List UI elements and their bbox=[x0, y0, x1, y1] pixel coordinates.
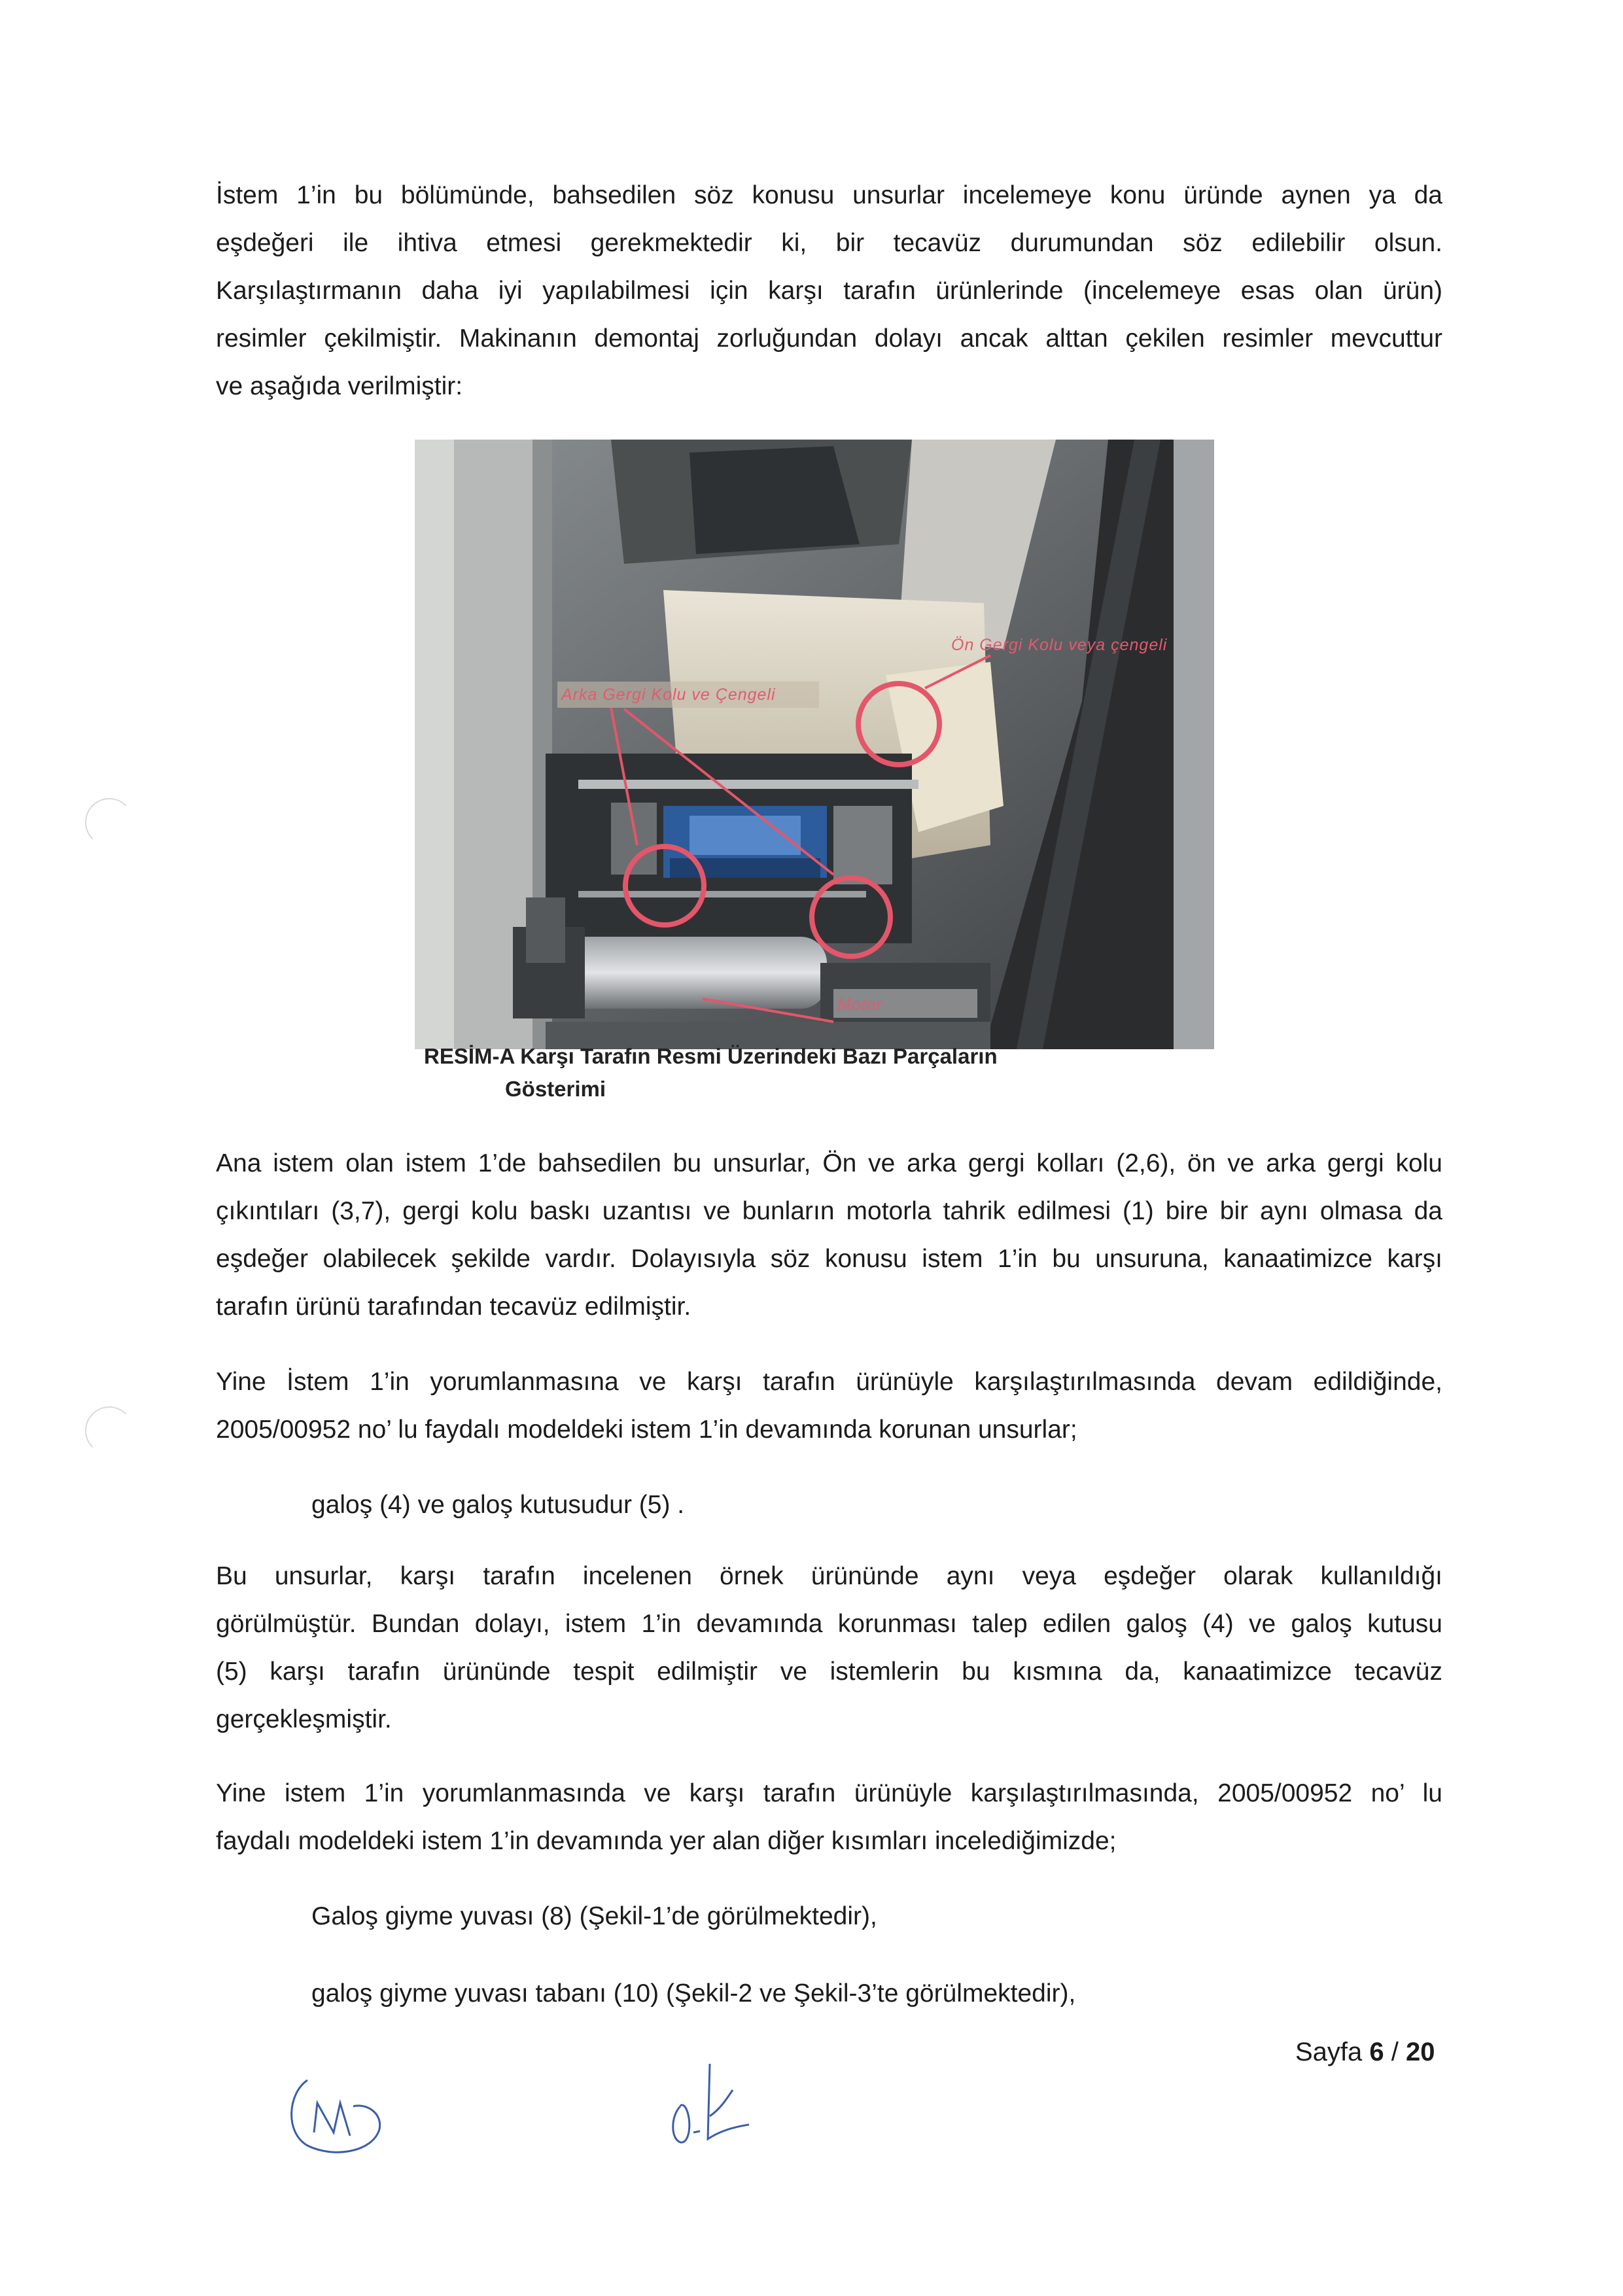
text-line: ve aşağıda verilmiştir: bbox=[216, 372, 463, 400]
text-line: Bu unsurlar, karşı tarafın incelenen örnek ürününde aynı veya eşdeğer olarak kullanıldığı bbox=[216, 1562, 1442, 1590]
text-line: faydalı modeldeki istem 1’in devamında yer alan diğer kısımları incelediğimizde; bbox=[216, 1827, 1117, 1855]
text-line: çıkıntıları (3,7), gergi kolu baskı uzantısı ve bunların motorla tahrik edilmesi (1) bire bir aynı olmasa da bbox=[216, 1197, 1442, 1225]
text-line: 2005/00952 no’ lu faydalı modeldeki istem 1’in devamında korunan unsurlar; bbox=[216, 1416, 1077, 1444]
paragraph-finding bbox=[216, 1552, 1442, 1743]
paragraph-continuation bbox=[216, 1358, 1442, 1453]
paragraph-analysis bbox=[216, 1139, 1442, 1331]
text-line: Yine İstem 1’in yorumlanmasına ve karşı tarafın ürünüyle karşılaştırılmasında devam edildiğinde, bbox=[216, 1368, 1442, 1396]
paragraph-further bbox=[216, 1769, 1442, 1865]
list-item bbox=[311, 1970, 1423, 2017]
page-prefix: Sayfa bbox=[1295, 2038, 1370, 2066]
text-line: Karşılaştırmanın daha iyi yapılabilmesi için karşı tarafın ürünlerinde (incelemeye esas olan ürün) bbox=[216, 277, 1442, 305]
text-line: resimler çekilmiştir. Makinanın demontaj zorluğundan dolayı ancak alttan çekilen resimler mevcuttur bbox=[216, 324, 1442, 353]
text-line: Ana istem olan istem 1’de bahsedilen bu unsurlar, Ön ve arka gergi kolları (2,6), ön ve arka gergi kolu bbox=[216, 1149, 1442, 1177]
text-line: Galoş giyme yuvası (8) (Şekil-1’de görülmektedir), bbox=[311, 1902, 877, 1930]
page-separator: / bbox=[1384, 2038, 1406, 2066]
text-line: galoş giyme yuvası tabanı (10) (Şekil-2 ve Şekil-3’te görülmektedir), bbox=[311, 1979, 1076, 2008]
caption-line: Gösterimi bbox=[505, 1077, 606, 1101]
text-line: galoş (4) ve galoş kutusudur (5) . bbox=[311, 1491, 685, 1519]
list-item bbox=[311, 1892, 1423, 1940]
text-line: gerçekleşmiştir. bbox=[216, 1705, 392, 1733]
page-total: 20 bbox=[1406, 2038, 1435, 2066]
caption-line: RESİM-A Karşı Tarafın Resmi Üzerindeki Bazı Parçaların bbox=[424, 1044, 998, 1068]
text-line: Yine istem 1’in yorumlanmasında ve karşı tarafın ürünüyle karşılaştırılmasında, 2005/00952 no’ lu bbox=[216, 1779, 1442, 1807]
signature-initials-1 bbox=[281, 2067, 399, 2165]
figure-caption bbox=[424, 1040, 1209, 1105]
text-line: İstem 1’in bu bölümünde, bahsedilen söz konusu unsurlar incelemeye konu üründe aynen ya da bbox=[216, 181, 1442, 209]
page-current: 6 bbox=[1369, 2038, 1384, 2066]
paragraph-intro bbox=[216, 171, 1442, 410]
text-line: (5) karşı tarafın ürününde tespit edilmiştir ve istemlerin bu kısmına da, kanaatimizce tecavüz bbox=[216, 1658, 1442, 1686]
machine-photo bbox=[415, 440, 1214, 1049]
signature-initials-2 bbox=[661, 2054, 765, 2152]
text-line: görülmüştür. Bundan dolayı, istem 1’in devamında korunması talep edilen galoş (4) ve galoş kutusu bbox=[216, 1610, 1442, 1638]
machine-photo-image bbox=[415, 440, 1214, 1049]
annotation-on-gergi: Ön Gergi Kolu veya çengeli bbox=[951, 636, 1168, 654]
text-line: tarafın ürünü tarafından tecavüz edilmiştir. bbox=[216, 1293, 691, 1321]
annotation-arka-gergi: Arka Gergi Kolu ve Çengeli bbox=[561, 686, 776, 704]
page-number bbox=[1295, 2038, 1435, 2067]
punch-hole-mark bbox=[85, 798, 133, 846]
text-line: eşdeğeri ile ihtiva etmesi gerekmektedir ki, bir tecavüz durumundan söz edilebilir olsun. bbox=[216, 229, 1442, 257]
annotation-motor: Motor bbox=[837, 996, 882, 1014]
text-line: eşdeğer olabilecek şekilde vardır. Dolayısıyla söz konusu istem 1’in bu unsuruna, kanaatimizce karşı bbox=[216, 1245, 1442, 1273]
list-item bbox=[311, 1481, 1423, 1529]
punch-hole-mark bbox=[85, 1406, 133, 1455]
